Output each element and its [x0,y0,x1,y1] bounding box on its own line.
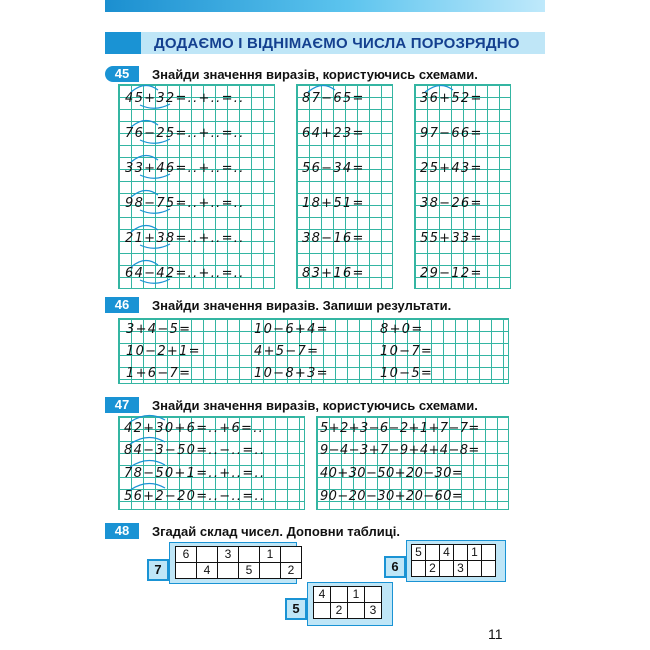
table-cell[interactable] [348,603,365,619]
task-number-46: 46 [105,297,139,313]
table-cell[interactable]: 2 [331,603,348,619]
task-47-expression: 9−4−3+7−9+4+4−8= [320,443,480,458]
task-46-instruction: Знайди значення виразів. Запиши результати. [152,298,452,313]
task-45-instruction: Знайди значення виразів, користуючись схемами. [152,67,478,82]
task-46-expression: 10−6+4= [254,322,329,337]
task-number-48: 48 [105,523,139,539]
task-47-expression: 5+2+3−6−2+1+7−7= [320,421,480,436]
table-cell[interactable]: 3 [454,561,468,577]
task-45-expression: 38−26= [420,196,483,211]
task-45-expression: 64+23= [302,126,365,141]
task-45-expression: 45+32=..+..=.. [125,91,245,106]
task-46-expression: 1+6−7= [126,366,192,381]
task-47-instruction: Знайди значення виразів, користуючись схемами. [152,398,478,413]
table-cell[interactable]: 1 [468,545,482,561]
table-cell[interactable]: 4 [314,587,331,603]
table-7-label: 7 [147,559,169,581]
table-6-label: 6 [384,556,406,578]
table-cell[interactable] [482,561,496,577]
task-46-expression: 8+0= [380,322,424,337]
table-cell[interactable]: 4 [440,545,454,561]
task-45-expression: 87−65= [302,91,365,106]
task-45-expression: 18+51= [302,196,365,211]
table-cell[interactable] [440,561,454,577]
table-cell[interactable]: 6 [176,547,197,563]
table-cell[interactable]: 2 [426,561,440,577]
table-cell[interactable] [281,547,302,563]
task-46-expression: 10−2+1= [126,344,201,359]
task-47-expression: 90−20−30+20−60= [320,489,464,504]
task-47-expression: 84−3−50=..−..=.. [124,443,266,458]
task-45-expression: 25+43= [420,161,483,176]
table-cell[interactable] [314,603,331,619]
table-cell[interactable]: 4 [197,563,218,579]
table-cell[interactable]: 5 [412,545,426,561]
task-47-expression: 56+2−20=..−..=.. [124,489,266,504]
table-cell[interactable] [482,545,496,561]
task-45-expression: 56−34= [302,161,365,176]
table-cell[interactable] [454,545,468,561]
table-cell[interactable]: 3 [218,547,239,563]
task-45-expression: 21+38=..+..=.. [125,231,245,246]
table-cell[interactable]: 2 [281,563,302,579]
task-45-expression: 36+52= [420,91,483,106]
task-45-grid-1 [118,84,275,289]
top-color-band [105,0,545,12]
table-cell[interactable] [468,561,482,577]
table-cell[interactable]: 5 [239,563,260,579]
task-46-expression: 10−5= [380,366,434,381]
table-cell[interactable] [260,563,281,579]
table-cell[interactable] [176,563,197,579]
task-45-expression: 29−12= [420,266,483,281]
task-45-grid-3 [414,84,511,289]
task-46-expression: 10−7= [380,344,434,359]
table-cell[interactable]: 3 [365,603,382,619]
table-cell[interactable] [426,545,440,561]
table-cell[interactable]: 1 [260,547,281,563]
table-6 [411,544,496,577]
section-title: ДОДАЄМО І ВІДНІМАЄМО ЧИСЛА ПОРОЗРЯДНО [154,35,520,52]
task-45-expression: 76−25=..+..=.. [125,126,245,141]
table-cell[interactable] [197,547,218,563]
task-45-expression: 97−66= [420,126,483,141]
task-45-expression: 33+46=..+..=.. [125,161,245,176]
task-47-expression: 42+30+6=..+6=.. [124,421,265,436]
table-7 [175,546,302,579]
task-48-instruction: Згадай склад чисел. Доповни таблиці. [152,524,400,539]
task-47-expression: 78−50+1=..+..=.. [124,466,266,481]
task-45-expression: 98−75=..+..=.. [125,196,245,211]
task-45-expression: 55+33= [420,231,483,246]
table-cell[interactable] [412,561,426,577]
task-46-expression: 4+5−7= [254,344,320,359]
table-cell[interactable] [218,563,239,579]
task-46-expression: 10−8+3= [254,366,329,381]
task-number-47: 47 [105,397,139,413]
table-cell[interactable] [331,587,348,603]
task-46-expression: 3+4−5= [126,322,192,337]
task-45-expression: 64−42=..+..=.. [125,266,245,281]
page-number: 11 [488,626,503,642]
table-cell[interactable] [365,587,382,603]
table-cell[interactable] [239,547,260,563]
task-45-grid-2 [296,84,393,289]
section-title-accent [105,32,141,54]
table-5-label: 5 [285,598,307,620]
table-5 [313,586,382,619]
table-cell[interactable]: 1 [348,587,365,603]
task-47-expression: 40+30−50+20−30= [320,466,464,481]
task-45-expression: 83+16= [302,266,365,281]
task-number-45: 45 [105,66,139,82]
task-45-expression: 38−16= [302,231,365,246]
